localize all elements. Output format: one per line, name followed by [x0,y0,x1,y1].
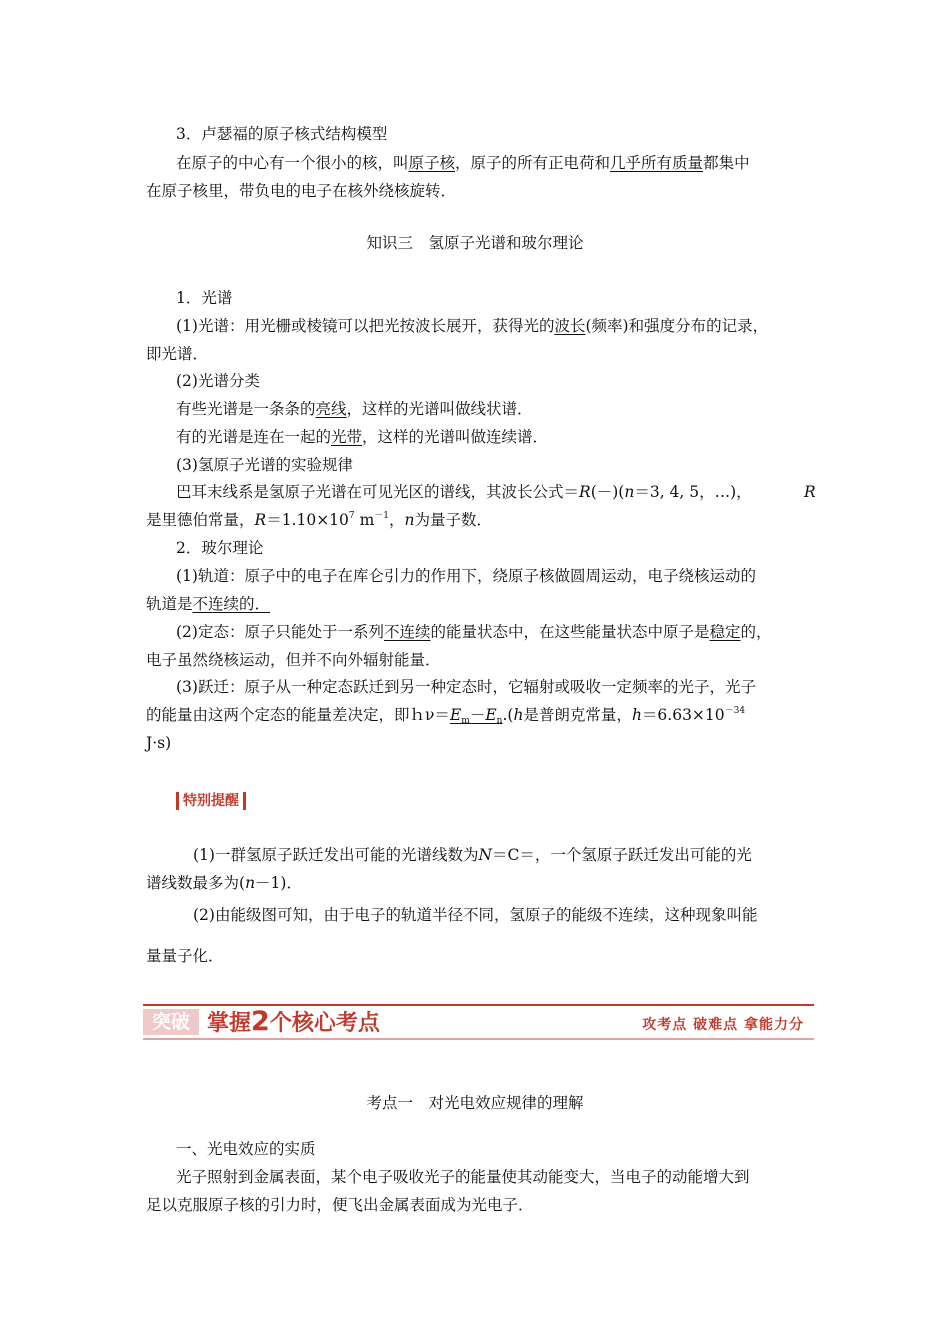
knowledge-3-title: 知识三 氢原子光谱和玻尔理论 [366,234,584,252]
subheading-spectrum: 1．光谱 [176,289,233,307]
subheading-bohr: 2．玻尔理论 [176,539,264,557]
paragraph: 在原子的中心有一个很小的核，叫原子核，原子的所有正电荷和几乎所有质量都集中 [176,154,750,172]
paragraph: 光子照射到金属表面，某个电子吸收光子的能量使其动能变大，当电子的动能增大到 [176,1168,750,1186]
banner-title: 掌握2个核心考点 [207,1006,380,1037]
paragraph: J·s) [146,734,172,752]
paragraph: (2)定态：原子只能处于一系列不连续的能量状态中，在这些能量状态中原子是稳定的， [176,623,772,641]
paragraph: (2)由能级图可知，由于电子的轨道半径不同，氢原子的能级不连续，这种现象叫能 [193,906,758,924]
paragraph: 电子虽然绕核运动，但并不向外辐射能量． [146,651,441,669]
key-point-1-title: 考点一 对光电效应规律的理解 [366,1094,584,1112]
paragraph: 有的光谱是连在一起的光带，这样的光谱叫做连续谱． [176,428,549,446]
paragraph: 是里德伯常量，$R=1.10\times 10^7$ $m^{-1}$，n为量子数． [146,511,493,529]
paragraph: (3)跃迁：原子从一种定态跃迁到另一种定态时，它辐射或吸收一定频率的光子，光子 [176,678,756,696]
paragraph: 即光谱． [146,345,209,363]
banner-slogan: 攻考点 破难点 拿能力分 [642,1017,804,1033]
subheading-essence: 一、光电效应的实质 [176,1140,316,1158]
banner-tag: 突破 [143,1009,199,1035]
paragraph: 谱线数最多为(n－1)． [146,874,302,892]
banner-bottom-rule [143,1038,814,1040]
paragraph: 轨道是不连续的． [146,595,271,613]
core-points-banner [143,1004,814,1040]
banner-top-rule [143,1004,814,1006]
paragraph: 在原子核里，带负电的电子在核外绕核旋转． [146,182,457,200]
paragraph: 有些光谱是一条条的亮线，这样的光谱叫做线状谱． [176,400,533,418]
subheading-hydrogen-spectrum: (3)氢原子光谱的实验规律 [176,456,353,474]
paragraph: 足以克服原子核的引力时，便飞出金属表面成为光电子． [146,1196,534,1214]
special-reminder-badge: 特别提醒 [176,792,246,810]
paragraph: (1)光谱：用光栅或棱镜可以把光按波长展开，获得光的波长(频率)和强度分布的记录， [176,317,769,335]
balmer-formula-line: 巴耳末线系是氢原子光谱在可见光区的谱线，其波长公式＝R(－)(n＝3, 4, 5，…)， R [176,483,816,501]
subheading-classification: (2)光谱分类 [176,372,260,390]
paragraph: (1)一群氢原子跃迁发出可能的光谱线数为N＝C＝，一个氢原子跃迁发出可能的光 [193,846,752,864]
paragraph: 量量子化． [146,947,224,965]
section-3-heading: 3．卢瑟福的原子核式结构模型 [176,125,388,143]
paragraph: (1)轨道：原子中的电子在库仑引力的作用下，绕原子核做圆周运动，电子绕核运动的 [176,567,756,585]
energy-formula-line: 的能量由这两个定态的能量差决定，即$h\nu=E_m-E_n.(h$是普朗克常量，$h=6.63\times 10^{-34}$ [146,706,746,726]
